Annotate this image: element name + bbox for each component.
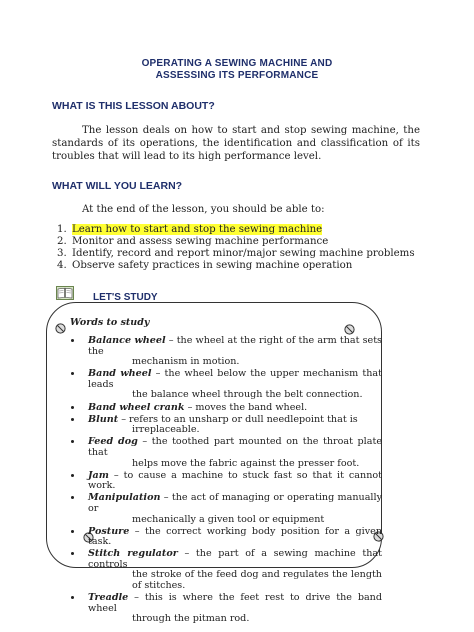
objective-text: Learn how to start and stop the sewing machine bbox=[72, 224, 323, 235]
term-item bbox=[84, 492, 382, 525]
lets-study-heading: LET'S STUDY bbox=[93, 292, 158, 303]
nail-head-icon bbox=[344, 324, 355, 335]
objectives-list bbox=[52, 224, 430, 272]
term-definition-cont: irreplaceable. bbox=[132, 424, 200, 436]
term-name: Feed dog bbox=[88, 436, 138, 448]
objective-text: Monitor and assess sewing machine performance bbox=[72, 236, 329, 247]
term-definition: – the correct working body position for a given task. bbox=[88, 525, 382, 548]
term-name: Stitch regulator bbox=[88, 548, 178, 560]
term-definition-cont: through the pitman rod. bbox=[132, 613, 250, 625]
term-item bbox=[84, 548, 382, 591]
words-to-study-heading: Words to study bbox=[70, 317, 150, 328]
term-item bbox=[84, 414, 382, 436]
term-definition: – this is where the feet rest to drive the band wheel bbox=[88, 592, 382, 614]
term-definition-cont: the stroke of the feed dog and regulates the length of stitches. bbox=[132, 569, 382, 592]
term-definition: – the toothed part mounted on the throat plate that bbox=[88, 436, 382, 458]
term-item bbox=[84, 368, 382, 401]
term-item bbox=[84, 592, 382, 625]
term-item bbox=[84, 436, 382, 469]
term-definition: – the wheel at the right of the arm that sets the bbox=[88, 335, 382, 357]
term-name: Band wheel crank bbox=[88, 401, 185, 413]
term-definition-cont: mechanism in motion. bbox=[132, 356, 240, 368]
term-definition-cont: the balance wheel through the belt connection. bbox=[132, 389, 363, 401]
objective-item bbox=[70, 224, 430, 236]
objective-item bbox=[70, 248, 430, 260]
open-book-icon bbox=[56, 286, 74, 300]
term-name: Blunt bbox=[88, 413, 119, 425]
section-heading-about: WHAT IS THIS LESSON ABOUT? bbox=[52, 100, 215, 112]
objective-item bbox=[70, 236, 430, 248]
term-name: Balance wheel bbox=[88, 335, 166, 346]
term-item bbox=[84, 526, 382, 548]
term-definition: – the wheel below the upper mechanism that leads bbox=[88, 368, 382, 390]
term-item bbox=[84, 335, 382, 368]
term-name: Posture bbox=[88, 525, 130, 537]
term-definition: – moves the band wheel. bbox=[184, 401, 308, 413]
section-about-paragraph bbox=[52, 124, 420, 163]
lesson-title-line-1: OPERATING A SEWING MACHINE AND bbox=[141, 58, 333, 69]
term-item bbox=[84, 402, 382, 414]
section-about-text: The lesson deals on how to start and stop sewing machine, the standards of its operations, the identification and classification of its troubles that will lead to its high performance level. bbox=[52, 125, 420, 162]
term-definition: – refers to an unsharp or dull needlepoint that is bbox=[118, 413, 358, 425]
term-definition: – to cause a machine to stuck fast so that it cannot work. bbox=[88, 469, 382, 492]
terms-list bbox=[64, 335, 382, 625]
term-name: Band wheel bbox=[88, 368, 152, 380]
objective-text: Identify, record and report minor/major sewing machine problems bbox=[72, 248, 415, 259]
section-heading-learn: WHAT WILL YOU LEARN? bbox=[52, 180, 183, 192]
term-definition-cont: helps move the fabric against the presser foot. bbox=[132, 457, 360, 469]
term-definition: – the act of managing or operating manually or bbox=[88, 492, 382, 514]
term-name: Manipulation bbox=[88, 492, 161, 504]
term-item bbox=[84, 470, 382, 492]
term-name: Jam bbox=[88, 469, 109, 481]
section-learn-intro: At the end of the lesson, you should be able to: bbox=[82, 204, 325, 215]
term-definition: – the part of a sewing machine that controls bbox=[88, 548, 383, 570]
nail-head-icon bbox=[55, 323, 66, 334]
objective-item bbox=[70, 260, 430, 272]
lesson-title-line-2: ASSESSING ITS PERFORMANCE bbox=[155, 70, 319, 81]
term-definition-cont: mechanically a given tool or equipment bbox=[132, 513, 325, 525]
term-name: Treadle bbox=[88, 592, 129, 604]
objective-text: Observe safety practices in sewing machine operation bbox=[72, 260, 353, 271]
